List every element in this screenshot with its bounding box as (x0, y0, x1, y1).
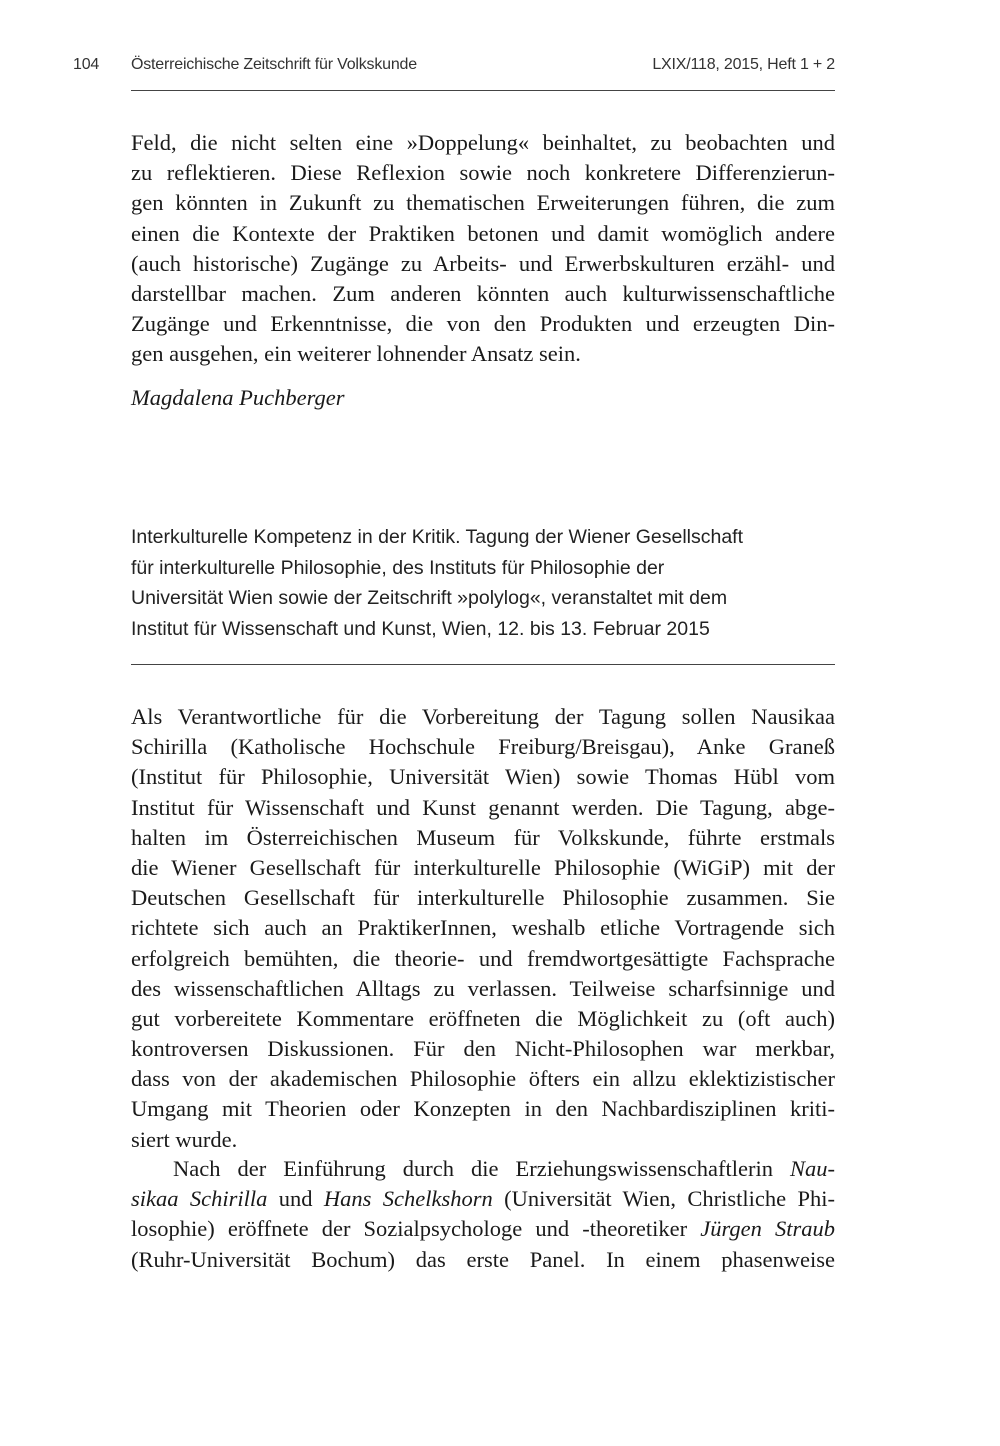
text-segment: und (267, 1186, 324, 1212)
person-name: Nau- (790, 1156, 835, 1181)
issue-info: LXIX/118, 2015, Heft 1 + 2 (652, 56, 835, 73)
text-segment: losophie) eröffnete der Sozialpsychologe und -theoretiker (131, 1216, 701, 1242)
text-line: zu reflektieren. Diese Reflexion sowie noch konkretere Differenzierun- (131, 160, 835, 186)
text-line: Umgang mit Theorien oder Konzepten in den Nachbardisziplinen kriti- (131, 1096, 835, 1122)
text-line: Als Verantwortliche für die Vorbereitung der Tagung sollen Nausikaa (131, 704, 835, 729)
text-line: (Ruhr-Universität Bochum) das erste Panel. In einem phasenweise (131, 1246, 835, 1272)
text-line: gen könnten in Zukunft zu thematischen Erweiterungen führen, die zum (131, 190, 835, 216)
text-line: Schirilla (Katholische Hochschule Freiburg/Breisgau), Anke Graneß (131, 734, 835, 760)
text-segment: Nach der Einführung durch die Erziehungswissenschaftlerin (173, 1156, 790, 1181)
text-line: richtete sich auch an PraktikerInnen, weshalb etliche Vortragende sich (131, 915, 835, 941)
text-line: Zugänge und Erkenntnisse, die von den Produkten und erzeugten Din- (131, 311, 835, 337)
text-line: Institut für Wissenschaft und Kunst genannt werden. Die Tagung, abge- (131, 794, 835, 820)
text-line: halten im Österreichischen Museum für Volkskunde, führte erstmals (131, 824, 835, 850)
text-line: des wissenschaftlichen Alltags zu verlassen. Teilweise scharfsinnige und (131, 975, 835, 1001)
heading-line: Universität Wien sowie der Zeitschrift »polylog«, veranstaltet mit dem (131, 587, 728, 609)
text-line (131, 1184, 835, 1214)
journal-title: Österreichische Zeitschrift für Volkskunde (131, 56, 417, 73)
text-line: dass von der akademischen Philosophie öfters ein allzu eklektizistischer (131, 1066, 835, 1092)
review-heading (131, 522, 841, 644)
text-line: gen ausgehen, ein weiterer lohnender Ansatz sein. (131, 341, 581, 367)
text-segment: (Universität Wien, Christliche Phi- (492, 1186, 835, 1212)
person-name: sikaa Schirilla (131, 1186, 268, 1212)
text-line: einen die Kontexte der Praktiken betonen und damit womöglich andere (131, 220, 835, 246)
page-number: 104 (73, 56, 100, 73)
review-paragraph-2 (131, 1154, 835, 1275)
text-line: (Institut für Philosophie, Universität Wien) sowie Thomas Hübl vom (131, 764, 835, 790)
text-line (131, 1154, 835, 1184)
text-line: Feld, die nicht selten eine »Doppelung« beinhaltet, zu beobachten und (131, 130, 835, 155)
heading-line: Institut für Wissenschaft und Kunst, Wien, 12. bis 13. Februar 2015 (131, 617, 710, 640)
text-line: Deutschen Gesellschaft für interkulturelle Philosophie zusammen. Sie (131, 885, 835, 911)
review-paragraph-1 (131, 702, 835, 1155)
text-line: erfolgreich bemühten, die theorie- und fremdwortgesättigte Fachsprache (131, 945, 835, 971)
person-name: Jürgen Straub (700, 1216, 835, 1242)
heading-line: Interkulturelle Kompetenz in der Kritik. Tagung der Wiener Gesellschaft (131, 526, 744, 548)
running-head (0, 56, 1000, 80)
text-line: darstellbar machen. Zum anderen könnten auch kulturwissenschaftliche (131, 280, 835, 306)
text-line: gut vorbereitete Kommentare eröffneten die Möglichkeit zu (oft auch) (131, 1005, 835, 1031)
header-divider (131, 90, 835, 91)
text-line: kontroversen Diskussionen. Für den Nicht-Philosophen war merkbar, (131, 1036, 835, 1062)
heading-line: für interkulturelle Philosophie, des Instituts für Philosophie der (131, 556, 665, 579)
previous-review-paragraph (131, 128, 835, 370)
text-line: siert wurde. (131, 1126, 238, 1152)
text-line (131, 1214, 835, 1244)
person-name: Hans Schelkshorn (323, 1186, 493, 1212)
review-author-signature: Magdalena Puchberger (131, 385, 345, 410)
heading-divider (131, 664, 835, 665)
text-line: (auch historische) Zugänge zu Arbeits- und Erwerbskulturen erzähl- und (131, 250, 835, 276)
text-line: die Wiener Gesellschaft für interkulturelle Philosophie (WiGiP) mit der (131, 854, 835, 880)
